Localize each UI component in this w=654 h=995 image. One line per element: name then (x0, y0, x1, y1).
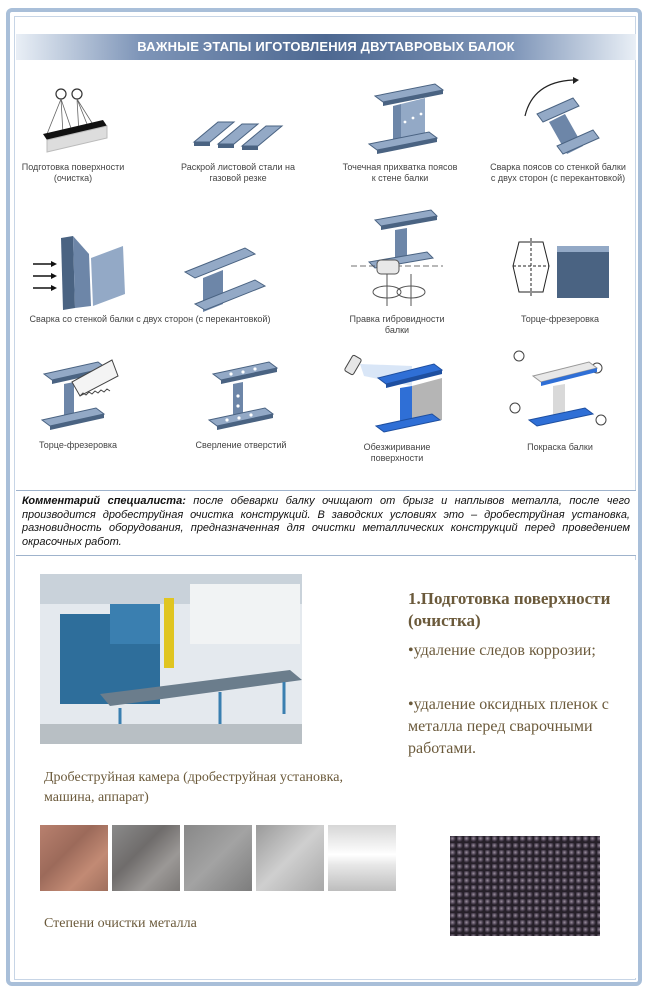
step-milling-cutter (18, 354, 138, 451)
grades-caption: Степени очистки металла (44, 916, 197, 931)
grade-swatch-1 (40, 825, 108, 891)
two-side-weld-icon (25, 232, 275, 314)
step-tack-welding (340, 82, 460, 184)
tack-weld-beam-icon (355, 82, 445, 162)
grade-swatch-4 (256, 825, 324, 891)
step-painting (500, 346, 620, 453)
straightening-icon (347, 206, 447, 314)
step-label: Обезжиривание поверхности (363, 442, 431, 463)
step-cutting (178, 82, 298, 184)
step-label: Точечная прихватка поясов к стене балки (342, 162, 458, 183)
step-label: Торце-фрезеровка (38, 440, 118, 450)
section-heading: 1.Подготовка поверхности (очистка) (408, 589, 611, 630)
drilled-beam-icon (191, 354, 291, 440)
grade-swatch-5 (328, 825, 396, 891)
step-label: Покраска балки (527, 442, 593, 452)
step-drilling (176, 354, 306, 451)
step-label: Подготовка поверхности (очистка) (21, 162, 125, 183)
step-surface-prep (18, 82, 128, 184)
expert-comment (16, 490, 636, 556)
step-degreasing (338, 346, 456, 464)
bullet-oxide: •удаление оксидных пленок с металла перед сварочными работами. (408, 696, 609, 757)
steel-strips-icon (188, 82, 288, 162)
step-label: Сварка поясов со стенкой балки с двух сторон (с перекантовкой) (490, 162, 626, 183)
shot-blast-photo (40, 574, 302, 744)
steel-shot-photo (450, 836, 600, 936)
step-two-side-welding (20, 232, 280, 325)
bullet-corrosion: •удаление следов коррозии; (408, 642, 596, 659)
painting-icon (505, 346, 615, 442)
step-welding-flanges (488, 76, 628, 184)
blast-cleaning-icon (33, 82, 113, 162)
comment-text: после обеварки балку очищают от брызг и наплывов металла, после чего производится дробеструйная очистка конструкций. В заводских условиях это – дробеструйная установка, разновидность оборудования, предназначенная для очистки металлических конструкций перед проведением окрасочных работ. (22, 495, 631, 548)
comment-lead: Комментарий специалиста: (22, 495, 186, 507)
grade-swatch-2 (112, 825, 180, 891)
step-straightening (338, 206, 456, 336)
step-label: Торце-фрезеровка (520, 314, 600, 324)
rotating-beam-icon (513, 76, 603, 162)
end-milling-icon (505, 236, 615, 314)
grade-swatch-3 (184, 825, 252, 891)
page-title: ВАЖНЫЕ ЭТАПЫ ИГОТОВЛЕНИЯ ДВУТАВРОВЫХ БАЛОК (16, 34, 636, 60)
shot-blast-chamber-icon (40, 574, 302, 744)
step-label: Раскрой листовой стали на газовой резке (181, 162, 295, 183)
step-end-milling (500, 236, 620, 325)
degreasing-icon (342, 346, 452, 442)
milling-cutter-icon (28, 354, 128, 440)
photo-caption: Дробеструйная камера (дробеструйная установка, машина, аппарат) (44, 770, 343, 805)
step-label: Правка гибровидности балки (349, 314, 445, 335)
step-label: Сверление отверстий (195, 440, 287, 450)
step-label: Сварка со стенкой балки с двух сторон (с перекантовкой) (29, 314, 271, 324)
